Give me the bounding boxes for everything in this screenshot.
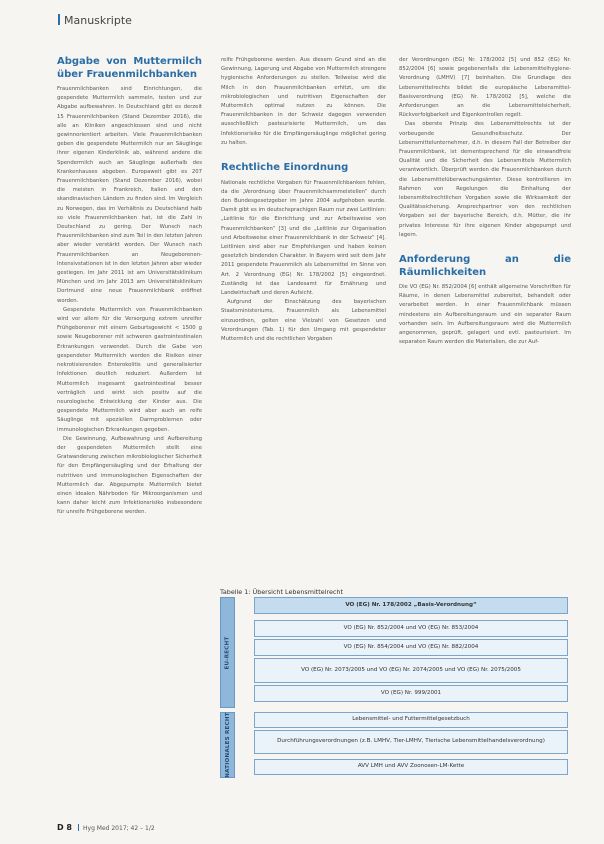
table-row: VO (EG) Nr. 854/2004 und VO (EG) Nr. 882/2004	[254, 639, 568, 656]
column-1	[57, 56, 202, 831]
page-number: D 8	[57, 823, 72, 832]
paragraph: der Verordnungen (EG) Nr. 178/2002 [5] und 852 (EG) Nr. 852/2004 [6] sowie gegebenenfalls die Lebensmittelhygiene-Verordnung (LMHV) [7] beinhalten. Die Grundlage des Lebensmittelrechts bildet die europäische Lebensmittel-Basisverordnung (EG) Nr. 178/2002 [5], welche die Anforderungen an die Lebensmittelsicherheit, Rückverfolgbarkeit und Eigenkontrollen regelt.	[399, 57, 571, 119]
subheading-rooms: Anforderung an die Räumlichkeiten	[399, 254, 571, 278]
column-3	[399, 56, 571, 576]
paragraph: Das oberste Prinzip des Lebensmittelrechts ist der vorbeugende Gesundheitsschutz. Der Lebensmittelunternehmer, d.h. in diesem Fall der Betreiber der Frauenmilchbank, ist dementsprechend für die einwandfreie Qualität und die Sicherheit des Lebensmittels Muttermilch verantwortlich. Überprüft werden die Frauenmilchbanken durch die Lebensmittelüberwachungsämter. Diese kontrollieren im Rahmen von Regelungen die Einhaltung der lebensmittelrechtlichen Vorgaben sowie die Wirksamkeit der Qualitätssicherung. Ansprechpartner von den rechtlichen Vorgaben sei der bayerische Bereich, d.h. Mütter, die ihr privates Interesse für ihre eigenen Kinder abgepumpt und lagern.	[399, 121, 571, 238]
article-heading: Abgabe von Muttermilch über Frauenmilchbanken	[57, 56, 202, 80]
section-marker	[58, 14, 60, 25]
paragraph: Aufgrund der Einschätzung des bayerischen Staatsministeriums, Frauenmilch als Lebensmittel einzuordnen, gelten eine Vielzahl von Gesetzen und Verordnungen (Tab. 1) für den Umgang mit gespendeter Muttermilch und die rechtlichen Vorgaben	[221, 299, 386, 342]
eu-law-label: EU-RECHT	[224, 635, 231, 670]
paragraph: Die Gewinnung, Aufbewahrung und Aufbereitung der gespendeten Muttermilch stellt eine Gratwanderung zwischen mikrobiologischer Sicherheit für den Empfängersäugling und der Erhaltung der nutritiven und immunologischen Eigenschaften der Muttermilch dar. Abgepumpte Muttermilch bietet einen idealen Nährboden für Mikroorganismen und kann daher leicht zum Infektionsrisiko insbesondere für unreife Frühgeborene werden.	[57, 435, 202, 516]
table-row: Lebensmittel- und Futtermittelgesetzbuch	[254, 712, 568, 728]
paragraph: Die VO (EG) Nr. 852/2004 [6] enthält allgemeine Vorschriften für Räume, in denen Lebensmittel zubereitet, behandelt oder verarbeitet werden. In einer Frauenmilchbank müssen mindestens ein Aufbereitungsraum und ein separater Raum vorhanden sein. Im Aufbereitungsraum wird die Muttermilch angenommen, geprüft, gelagert und evtl. pasteurisiert. Im separaten Raum werden die Materialien, die zur Auf-	[399, 284, 571, 346]
table-row: AVV LMH und AVV Zoonosen-LM-Kette	[254, 759, 568, 775]
table-row: VO (EG) Nr. 999/2001	[254, 685, 568, 702]
law-overview-table	[220, 597, 571, 777]
national-law-band	[220, 712, 235, 778]
table-caption: Tabelle 1: Übersicht Lebensmittelrecht	[220, 588, 343, 596]
national-law-label: NATIONALES RECHT	[224, 712, 231, 778]
paragraph: Frauenmilchbanken sind Einrichtungen, die gespendete Muttermilch sammeln, testen und zur Abgabe aufbewahren. In Deutschland gibt es derzeit 15 Frauenmilchbanken (Stand Dezember 2016), die alle an Kliniken angeschlossen sind und nicht gewinnorientiert arbeiten. Viele Frauenmilchbanken geben die gespendete Muttermilch nur an Säuglinge ihrer eigenen Kinderklinik ab, während andere die Spendermilch auch an Säuglinge außerhalb des Krankenhauses abgeben. Europaweit gibt es 207 Frauenmilchbanken (Stand Dezember 2016), wobei die meisten in Frankreich, Italien und den skandinavischen Ländern zu finden sind. Im Vergleich zu Norwegen, das im Verhältnis zu Deutschland halb so viele Frauenmilchbanken hat, ist die Zahl in Deutschland zu gering. Der Wunsch nach Frauenmilchbanken sind zum Teil in den letzten Jahren aber wieder verstärkt worden. Der Wunsch nach Frauenmilchbanken an Neugeborenen-Intensivstationen ist in den letzten Jahren aber wieder gestiegen. Im Jahr 2011 ist am Universitätsklinikum München und im Jahr 2013 am Universitätsklinikum Dortmund eine neue Frauenmilchbank eröffnet worden.	[57, 86, 202, 304]
paragraph: reife Frühgeborene werden. Aus diesem Grund sind an die Gewinnung, Lagerung und Abgabe von Muttermilch strengere hygienische Anforderungen zu stellen. Teilweise wird die Milch in den Frauenmilchbanken erhitzt, um die mikrobiologischen und nutritiven Eigenschaften der Muttermilch optimal nutzen zu können. Die Frauenmilchbanken in der Schweiz dagegen verwenden ausschließlich pasteurisierte Muttermilch, um das Infektionsrisiko für die Empfängersäuglinge möglichst gering zu halten.	[221, 57, 386, 146]
journal-citation: Hyg Med 2017; 42 – 1/2	[83, 825, 155, 832]
column-2	[221, 56, 386, 576]
subheading-legal: Rechtliche Einordnung	[221, 162, 349, 174]
section-header	[58, 14, 132, 27]
footer-divider	[78, 824, 79, 831]
eu-law-band	[220, 597, 235, 708]
table-row: VO (EG) Nr. 852/2004 und VO (EG) Nr. 853/2004	[254, 620, 568, 637]
paragraph: Gespendete Muttermilch von Frauenmilchbanken wird vor allem für die Versorgung extrem unreifer Frühgeborener mit einem Geburtsgewicht < 1500 g sowie Neugeborener mit schweren gastrointestinalen Erkrankungen verwendet. Durch die Gabe von gespendeter Muttermilch werden die Risiken einer nekrotisierenden Enterokolitis und generalisierter Infektionen deutlich reduziert. Außerdem ist Muttermilch insgesamt gastrointestinal besser verträglich und wirkt sich positiv auf die neurologische Entwicklung der Kinder aus. Die gespendete Muttermilch wird aber auch an reife Säuglinge mit speziellen Darmproblemen oder immunologischen Erkrankungen gegeben.	[57, 306, 202, 433]
page-footer	[57, 823, 155, 832]
table-row: VO (EG) Nr. 178/2002 „Basis-Verordnung“	[254, 597, 568, 614]
table-row: Durchführungsverordnungen (z.B. LMHV, Tier-LMHV, Tierische Lebensmittelhandelsverordnung)	[254, 730, 568, 754]
table-row: VO (EG) Nr. 2073/2005 und VO (EG) Nr. 2074/2005 und VO (EG) Nr. 2075/2005	[254, 658, 568, 683]
section-title: Manuskripte	[64, 14, 132, 27]
paragraph: Nationale rechtliche Vorgaben für Frauenmilchbanken fehlen, da die „Verordnung über Frauenmilchsammelstellen“ durch den Bundesgesetzgeber im Jahre 2004 aufgehoben wurde. Damit gibt es im deutschsprachigen Raum nur zwei Leitlinien: „Leitlinie für die Einrichtung und zur Arbeitsweise von Frauenmilchbanken“ [3] und die „Leitlinie zur Organisation und Arbeitsweise einer Frauenmilchbank in der Schweiz“ [4]. Leitlinien sind aber nur Empfehlungen und haben keinen gesetzlich bindenden Charakter. In Bayern wird seit dem Jahr 2011 gespendete Frauenmilch als Lebensmittel im Sinne von Art. 2 Verordnung (EG) Nr. 178/2002 [5] eingeordnet. Zuständig ist das Landesamt für Ernährung und Landwirtschaft und deren Aufsicht.	[221, 179, 386, 296]
